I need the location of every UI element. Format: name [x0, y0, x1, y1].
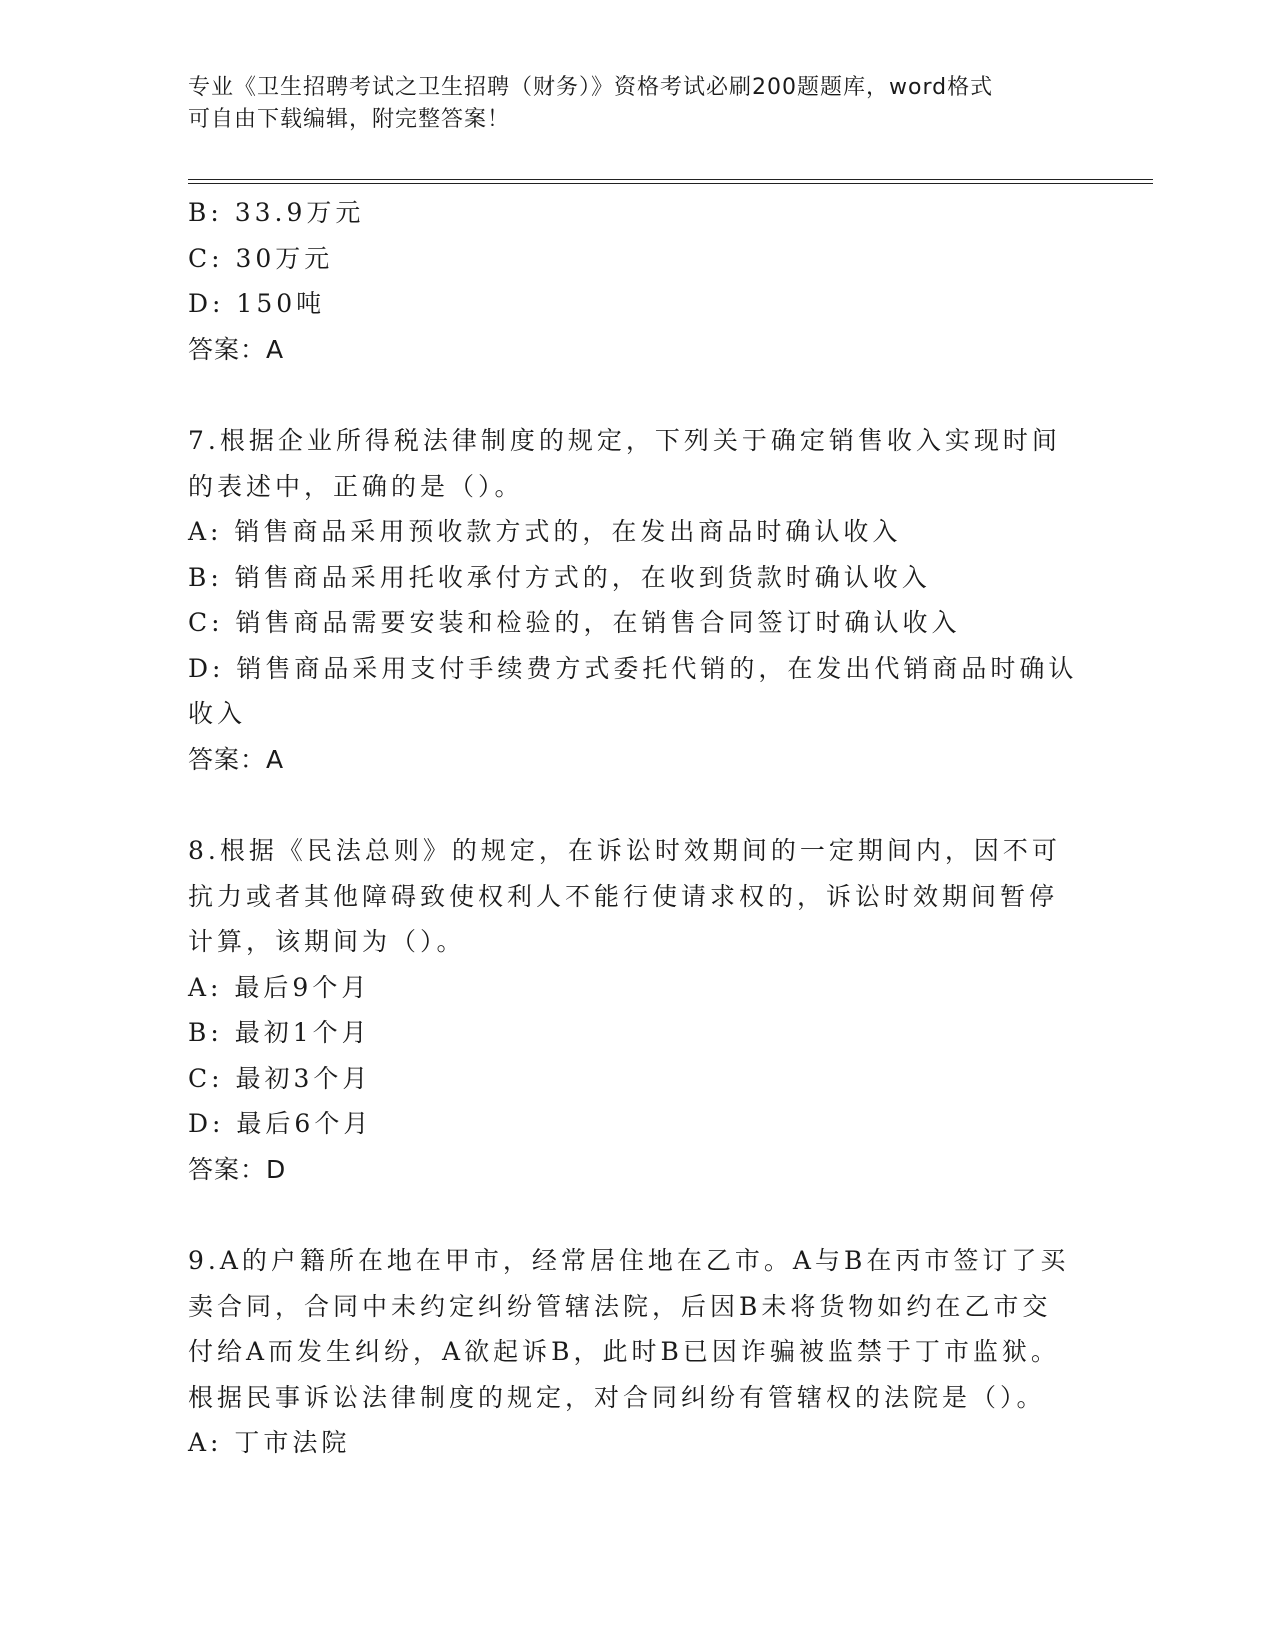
answer: 答案：A [188, 744, 285, 774]
question-8 [188, 828, 1088, 1192]
question-stem: 7.根据企业所得税法律制度的规定，下列关于确定销售收入实现时间 [188, 426, 1061, 455]
option-a: A: 最后9个月 [188, 972, 371, 1002]
option-b: B: 最初1个月 [188, 1018, 371, 1047]
header-divider-top [188, 179, 1153, 180]
option-a: A: 销售商品采用预收款方式的，在发出商品时确认收入 [188, 517, 902, 546]
question-7 [188, 418, 1088, 782]
question-stem: 付给A而发生纠纷，A欲起诉B，此时B已因诈骗被监禁于丁市监狱。 [188, 1337, 1060, 1366]
question-stem: 的表述中，正确的是（）。 [188, 471, 524, 501]
header-line-2: 可自由下载编辑，附完整答案！ [188, 107, 511, 132]
question-stem: 8.根据《民法总则》的规定，在诉讼时效期间的一定期间内，因不可 [188, 836, 1061, 865]
question-stem: 计算，该期间为（）。 [188, 927, 466, 956]
header-line-1: 专业《卫生招聘考试之卫生招聘（财务）》资格考试必刷200题题库，word格式 [188, 75, 994, 100]
option-c: C: 销售商品需要安装和检验的，在销售合同签订时确认收入 [188, 608, 961, 637]
option-c: C: 最初3个月 [188, 1063, 372, 1093]
header-divider-bottom [188, 183, 1153, 184]
question-stem: 卖合同，合同中未约定纠纷管辖法院，后因B未将货物如约在乙市交 [188, 1291, 1052, 1321]
option-b: B: 销售商品采用托收承付方式的，在收到货款时确认收入 [188, 562, 931, 592]
question-6-tail [188, 190, 1088, 372]
document-body [188, 190, 1088, 1466]
option-a: A: 丁市法院 [188, 1428, 351, 1457]
question-stem: 9.A的户籍所在地在甲市，经常居住地在乙市。A与B在丙市签订了买 [188, 1246, 1070, 1275]
question-stem: 抗力或者其他障碍致使权利人不能行使请求权的，诉讼时效期间暂停 [188, 881, 1059, 911]
answer: 答案：A [188, 334, 285, 364]
question-9 [188, 1238, 1088, 1466]
answer: 答案：D [188, 1154, 287, 1184]
document-header [188, 72, 1088, 136]
option-d: D: 150吨 [188, 289, 326, 318]
spacer [188, 1192, 1088, 1238]
option-c: C: 30万元 [188, 243, 334, 273]
option-d: D: 最后6个月 [188, 1109, 373, 1138]
option-b: B: 33.9万元 [188, 198, 365, 227]
spacer [188, 372, 1088, 418]
spacer [188, 782, 1088, 828]
question-stem: 根据民事诉讼法律制度的规定，对合同纠纷有管辖权的法院是（）。 [188, 1382, 1046, 1412]
option-d: D: 销售商品采用支付手续费方式委托代销的，在发出代销商品时确认 [188, 653, 1078, 683]
option-d-continued: 收入 [188, 699, 247, 728]
